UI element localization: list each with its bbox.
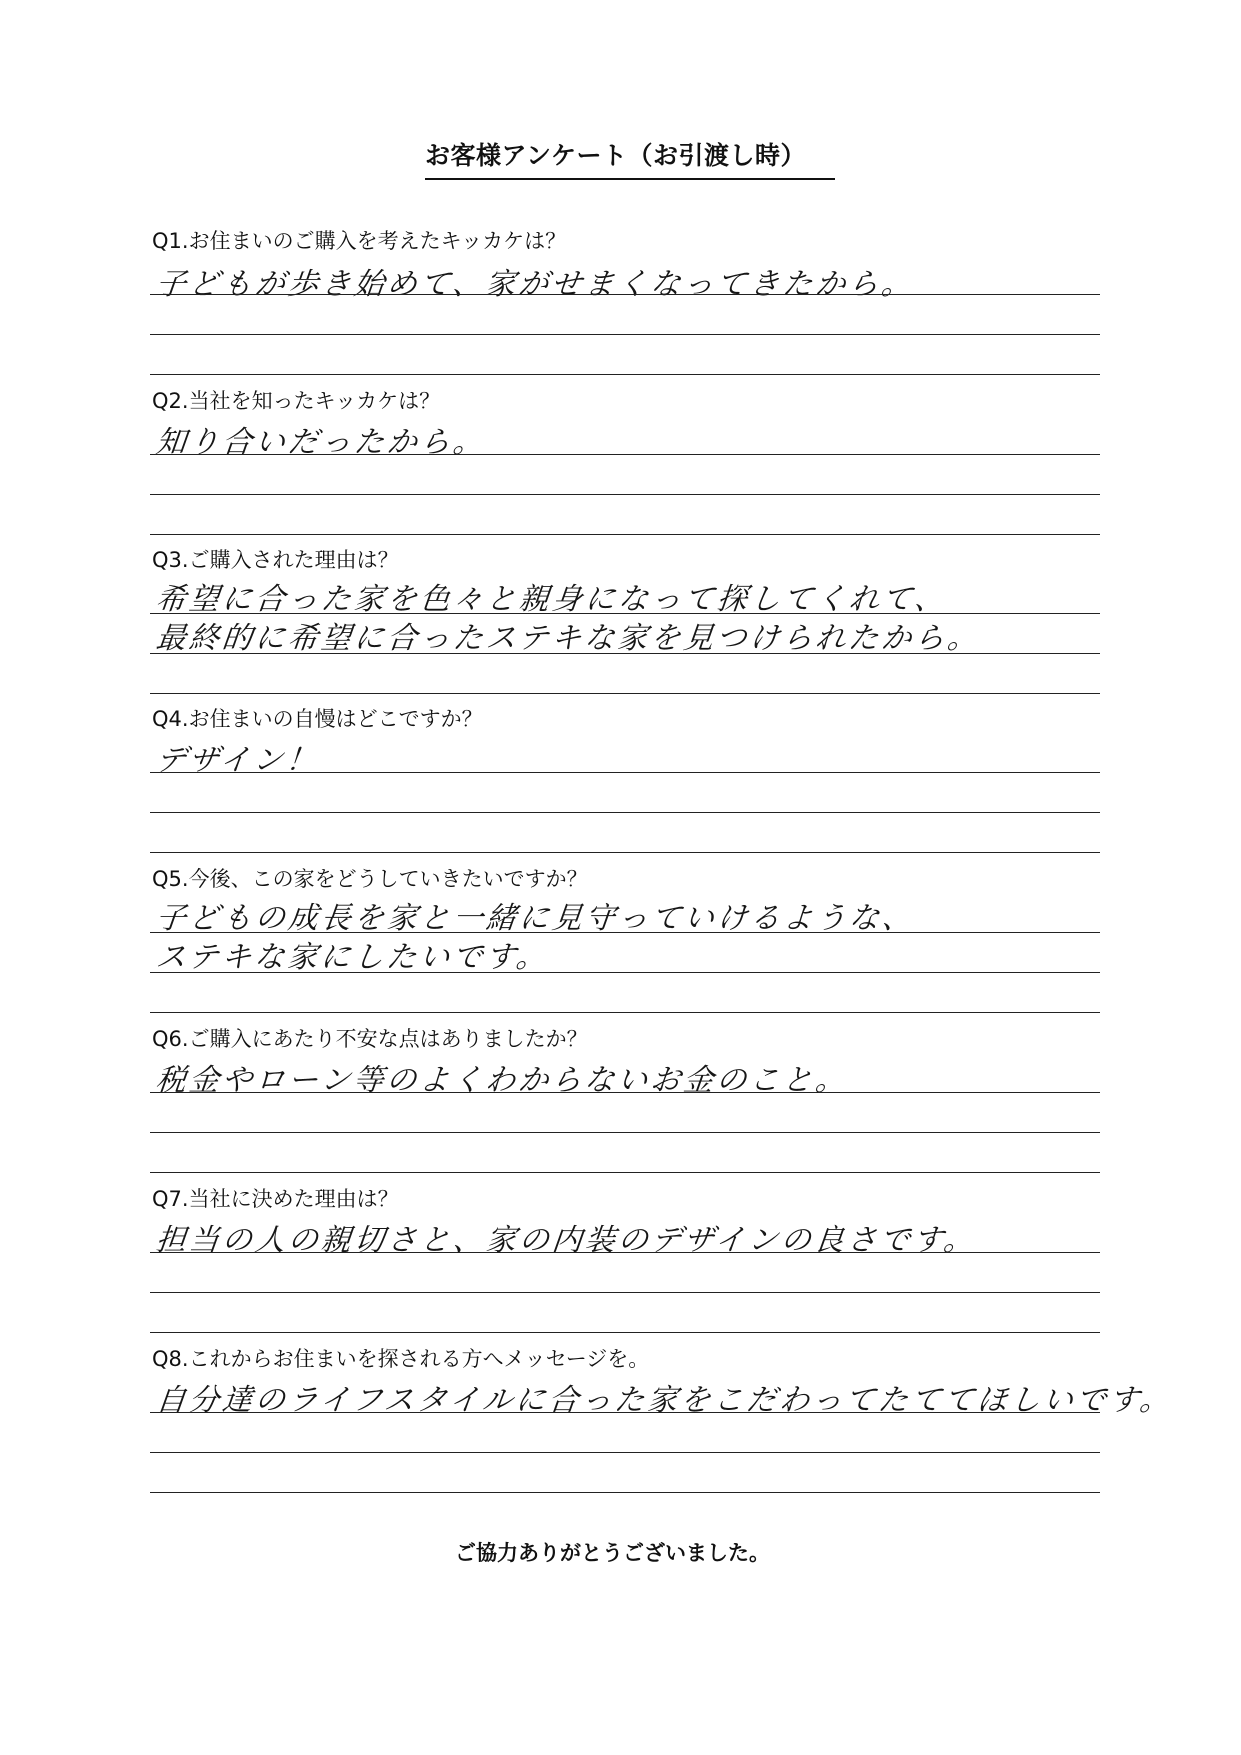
handwritten-answer: 希望に合った家を色々と親身になって探してくれて、 bbox=[154, 582, 950, 617]
handwritten-answer: 子どもの成長を家と一緒に見守っていけるような、 bbox=[154, 901, 917, 936]
handwritten-answer: 子どもが歩き始めて、家がせまくなってきたから。 bbox=[154, 267, 917, 302]
answer-line bbox=[150, 972, 1100, 973]
question-label: Q3.ご購入された理由は？ bbox=[152, 548, 399, 572]
answer-line bbox=[150, 1292, 1100, 1293]
answer-line bbox=[150, 1012, 1100, 1013]
answer-line bbox=[150, 1252, 1100, 1253]
answer-line bbox=[150, 374, 1100, 375]
answer-line bbox=[150, 1172, 1100, 1173]
answer-line bbox=[150, 494, 1100, 495]
handwritten-answer: 最終的に希望に合ったステキな家を見つけられたから。 bbox=[154, 621, 983, 656]
answer-line bbox=[150, 454, 1100, 455]
answer-line bbox=[150, 334, 1100, 335]
handwritten-answer: デザイン！ bbox=[154, 743, 321, 778]
question-label: Q7.当社に決めた理由は？ bbox=[152, 1187, 399, 1211]
question-label: Q6.ご購入にあたり不安な点はありましたか？ bbox=[152, 1027, 588, 1051]
answer-line bbox=[150, 294, 1100, 295]
question-label: Q8.これからお住まいを探される方へメッセージを。 bbox=[152, 1347, 650, 1371]
handwritten-answer: 知り合いだったから。 bbox=[154, 425, 488, 460]
question-label: Q4.お住まいの自慢はどこですか？ bbox=[152, 707, 483, 731]
answer-line bbox=[150, 1132, 1100, 1133]
handwritten-answer: 税金やローン等のよくわからないお金のこと。 bbox=[154, 1063, 851, 1098]
answer-line bbox=[150, 772, 1100, 773]
answer-line bbox=[150, 852, 1100, 853]
answer-line bbox=[150, 1332, 1100, 1333]
answer-line bbox=[150, 812, 1100, 813]
answer-line bbox=[150, 1412, 1100, 1413]
question-label: Q2.当社を知ったキッカケは？ bbox=[152, 389, 441, 413]
answer-line bbox=[150, 1452, 1100, 1453]
handwritten-answer: 担当の人の親切さと、家の内装のデザインの良さです。 bbox=[154, 1223, 979, 1258]
answer-line bbox=[150, 1092, 1100, 1093]
answer-line bbox=[150, 693, 1100, 694]
answer-line bbox=[150, 653, 1100, 654]
answer-line bbox=[150, 534, 1100, 535]
answer-line bbox=[150, 1492, 1100, 1493]
question-label: Q5.今後、この家をどうしていきたいですか？ bbox=[152, 867, 588, 891]
handwritten-answer: ステキな家にしたいです。 bbox=[154, 940, 551, 975]
handwritten-answer: 自分達のライフスタイルに合った家をこだわってたててほしいです。 bbox=[154, 1383, 1175, 1418]
thanks-message: ご協力ありがとうございました。 bbox=[455, 1541, 770, 1565]
question-label: Q1.お住まいのご購入を考えたキッカケは？ bbox=[152, 229, 567, 253]
survey-title: お客様アンケート（お引渡し時） bbox=[425, 136, 835, 180]
